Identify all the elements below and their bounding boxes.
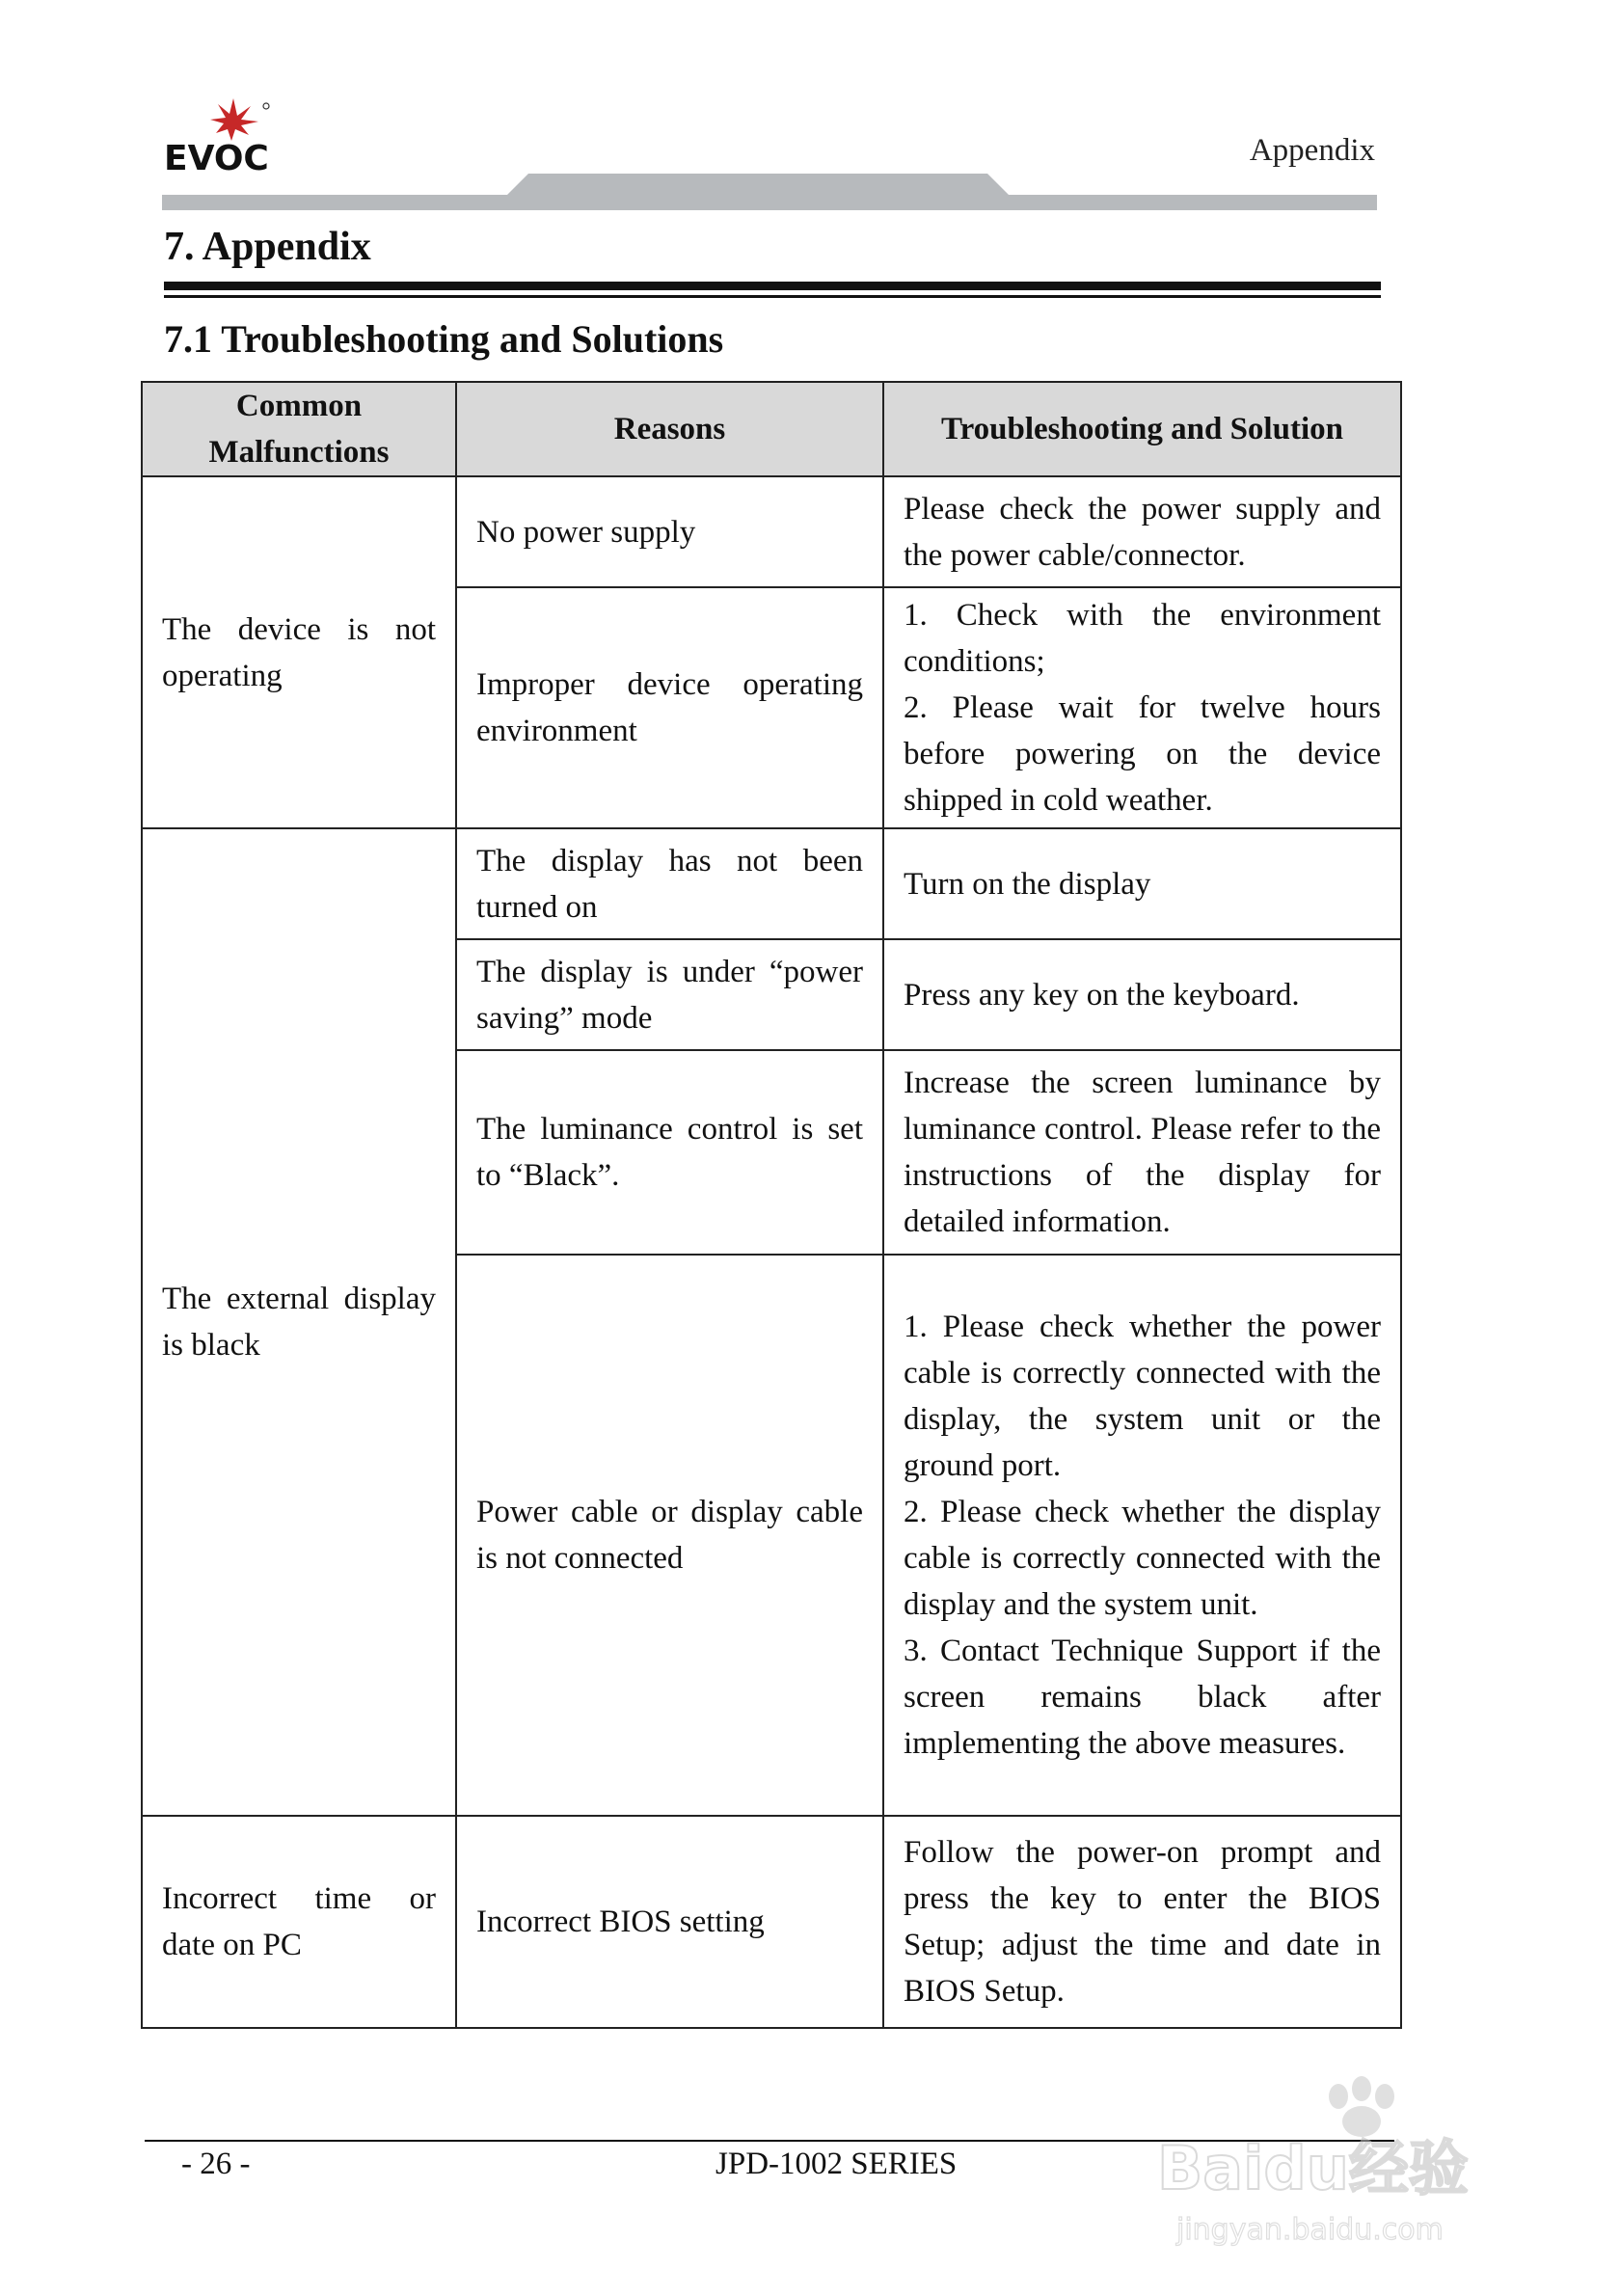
solution-cell <box>883 476 1401 587</box>
reason-cell <box>456 1816 883 2028</box>
malfunction-text: Incorrect time or date on PC <box>162 1881 436 1962</box>
reason-text: The luminance control is set to “Black”. <box>476 1112 863 1193</box>
table-header-row <box>142 382 1401 476</box>
header-malfunctions <box>142 382 456 476</box>
reason-cell <box>456 1050 883 1255</box>
watermark-url: jingyan.baidu.com <box>1176 2213 1444 2247</box>
solution-step: 1. Please check whether the power cable is correctly connected with the display, the system unit or the ground port. <box>904 1310 1381 1483</box>
reason-text: Incorrect BIOS setting <box>476 1904 765 1939</box>
solution-step: 2. Please check whether the display cable is correctly connected with the display and the system unit. <box>904 1495 1381 1622</box>
reason-cell <box>456 476 883 587</box>
baidu-watermark <box>1148 2073 1562 2266</box>
solution-step: 2. Please wait for twelve hours before powering on the device shipped in cold weather. <box>904 690 1381 818</box>
reason-cell <box>456 587 883 828</box>
solution-cell <box>883 1255 1401 1816</box>
reason-text: The display has not been turned on <box>476 843 863 925</box>
solution-cell <box>883 1816 1401 2028</box>
solution-text: Press any key on the keyboard. <box>904 977 1300 1013</box>
header-solution-label: Troubleshooting and Solution <box>941 412 1343 446</box>
malfunction-text: The external display is black <box>162 1282 436 1363</box>
paw-icon <box>1329 2076 1394 2137</box>
solution-cell <box>883 1050 1401 1255</box>
header-section-label: Appendix <box>1249 133 1375 168</box>
reason-cell <box>456 939 883 1050</box>
solution-cell <box>883 828 1401 939</box>
solution-cell <box>883 939 1401 1050</box>
troubleshooting-table <box>141 381 1402 2029</box>
title-rule-thin <box>164 295 1381 298</box>
page-title: 7. Appendix <box>164 225 371 269</box>
section-title: 7.1 Troubleshooting and Solutions <box>164 317 724 361</box>
reason-cell <box>456 1255 883 1816</box>
reason-text: Improper device operating environment <box>476 667 863 748</box>
malfunction-cell <box>142 828 456 1816</box>
header-malfunctions-label: Common Malfunctions <box>208 389 390 470</box>
logo-text: EVOC <box>164 139 269 176</box>
title-rule-thick <box>164 282 1381 290</box>
header-solution <box>883 382 1401 476</box>
solution-text: Increase the screen luminance by luminance control. Please refer to the instructions of the display for detailed information. <box>904 1066 1381 1239</box>
solution-text: Follow the power-on prompt and press the key to enter the BIOS Setup; adjust the time and date in BIOS Setup. <box>904 1835 1381 2009</box>
malfunction-cell <box>142 476 456 828</box>
malfunction-cell <box>142 1816 456 2028</box>
watermark-brand: Baidu经验 <box>1157 2133 1469 2203</box>
table-row <box>142 1816 1401 2028</box>
reason-text: The display is under “power saving” mode <box>476 954 863 1036</box>
header-band <box>162 174 1377 220</box>
solution-step: 1. Check with the environment conditions; <box>904 598 1381 679</box>
page-number: - 26 - <box>181 2147 251 2181</box>
reason-text: No power supply <box>476 514 696 550</box>
table-row <box>142 828 1401 939</box>
solution-text: Turn on the display <box>904 866 1151 902</box>
evoc-logo <box>162 93 287 176</box>
solution-step: 3. Contact Technique Support if the screen remains black after implementing the above measures. <box>904 1634 1381 1761</box>
header-reasons <box>456 382 883 476</box>
reason-cell <box>456 828 883 939</box>
reason-text: Power cable or display cable is not connected <box>476 1495 863 1576</box>
solution-cell <box>883 587 1401 828</box>
malfunction-text: The device is not operating <box>162 611 436 693</box>
product-series: JPD-1002 SERIES <box>716 2147 958 2181</box>
logo-star-icon <box>210 98 258 141</box>
table-row <box>142 476 1401 587</box>
header-reasons-label: Reasons <box>613 412 726 446</box>
solution-text: Please check the power supply and the power cable/connector. <box>904 491 1381 573</box>
